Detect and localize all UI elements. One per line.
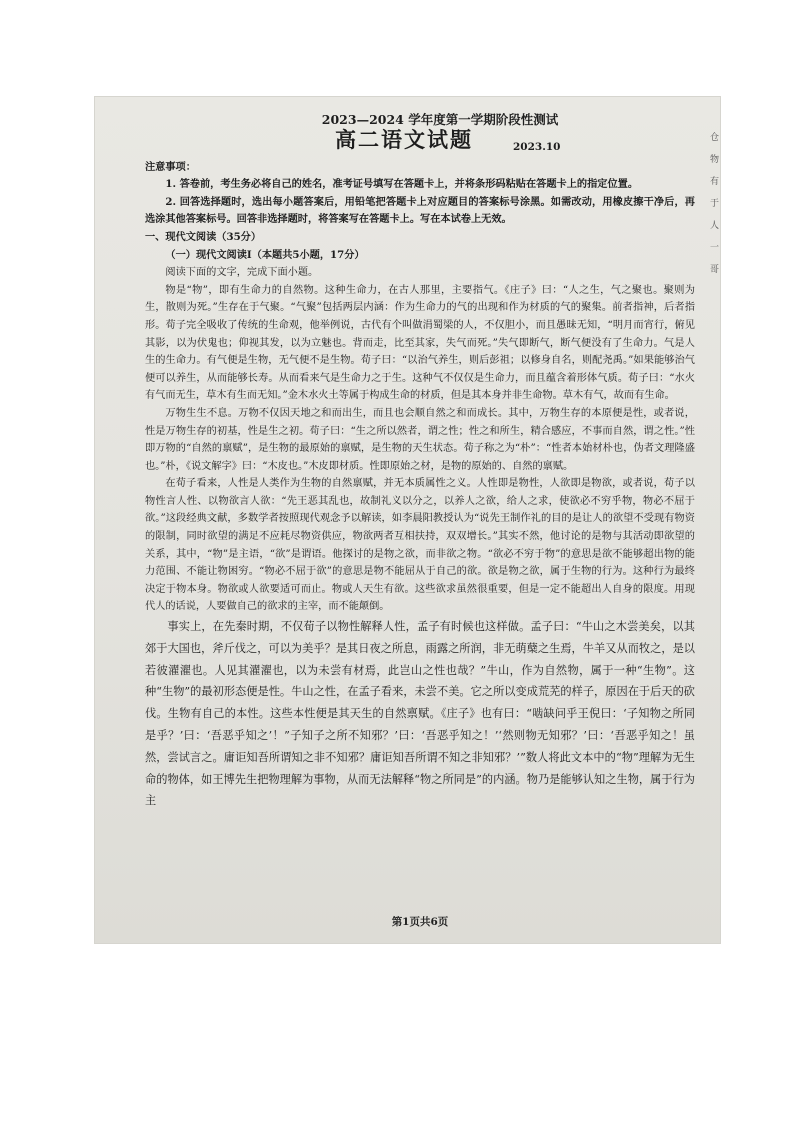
exam-name: 2023—2024 学年度第一学期阶段性测试 (321, 112, 559, 127)
exam-date: 2023.10 (513, 140, 561, 153)
notice-item-2: 2. 回答选择题时，选出每小题答案后，用铅笔把答题卡上对应题目的答案标号涂黑。如需改动，用橡皮擦干净后，再选涂其他答案标号。回答非选择题时，将答案写在答题卡上。写在本试卷上无效。 (145, 195, 695, 226)
exam-paper (145, 111, 695, 928)
passage-paragraph-3: 在荀子看来，人性是人类作为生物的自然禀赋，并无本质属性之义。人性即是物性，人欲即是物欲，或者说，荀子以物性言人性、以物欲言人欲：“先王恶其乱也，故制礼义以分之，以养人之欲，给人之求，使欲必不穷乎物，物必不屈于欲。”这段经典文献，多数学者按照现代观念予以解读，如李晨阳教授认为“说先王制作礼的目的是让人的欲望不受现有物资的限制，同时欲望的满足不应耗尽物资供应，物欲两者互相扶持，双双增长。”其实不然，他讨论的是物与其活动即欲望的关系，其中，“物”是主语，“欲”是谓语。他探讨的是物之欲，而非欲之物。“欲必不穷于物”的意思是欲不能够超出物的能力范围、不能让物困穷。“物必不屈于欲”的意思是物不能屈从于自己的欲。欲是物之欲，属于生物的行为。这种行为最终决定于物本身。物欲或人欲要适可而止。物或人天生有欲。这些欲求虽然很重要，但是一定不能超出人自身的限度。用现代人的话说，人要做自己的欲求的主宰，而不能颠倒。 (145, 478, 695, 613)
passage-paragraph-2: 万物生生不息。万物不仅因天地之和而出生，而且也会顺自然之和而成长。其中，万物生存的本原便是性，或者说，性是万物生存的初基，性是生之初。荀子曰：“生之所以然者，谓之性；性之和所生，精合感应，不事而自然，谓之性。”性即万物的“自然的禀赋”，是生物的最原始的禀赋，是生物的天生状态。荀子称之为“朴”：“性者本始材朴也，伪者文理隆盛也。”朴，《说文解字》曰：“木皮也。”木皮即材质。性即原始之材，是物的原始的、自然的禀赋。 (145, 407, 695, 472)
notice-heading: 注意事项： (145, 160, 196, 173)
reading-instruction: 阅读下面的文字，完成下面小题。 (165, 267, 319, 279)
page-number: 第1页共6页 (391, 916, 449, 928)
adjacent-page-edge-text: 仓 物 有 于 人 一 哥 (710, 133, 720, 275)
passage-paragraph-4: 事实上，在先秦时期，不仅荀子以物性解释人性，孟子有时候也这样做。孟子曰：“牛山之木尝美矣，以其郊于大国也，斧斤伐之，可以为美乎？是其日夜之所息，雨露之所润，非无萌蘖之生焉，牛羊又从而牧之，是以若彼濯濯也。人见其濯濯也，以为未尝有材焉，此岂山之性也哉？”牛山，作为自然物，属于一种“生物”。这种“生物”的最初形态便是性。牛山之性，在孟子看来，未尝不美。它之所以变成荒芜的样子，原因在于后天的砍伐。生物有自己的本性。这些本性便是其天生的自然禀赋。《庄子》也有曰：“啮缺问乎王倪曰：‘子知物之所同是乎？’曰：‘吾恶乎知之’！”子知子之所不知邪？’曰：‘吾恶乎知之！’‘然则物无知邪？’曰：‘吾恶乎知之！虽然，尝试言之。庸讵知吾所谓知之非不知邪？庸讵知吾所谓不知之非知邪？’”数人将此文本中的“物”理解为无生命的物体，如王博先生把物理解为事物，从而无法解释“物之所同是”的内涵。物乃是能够认知之生物，属于行为主 (145, 620, 695, 808)
section-title: 一、现代文阅读（35分） (145, 230, 262, 243)
notice-item-1: 1. 答卷前，考生务必将自己的姓名，准考证号填写在答题卡上，并将条形码粘贴在答题卡上的指定位置。 (165, 178, 639, 191)
passage-paragraph-1: 物是“物”，即有生命力的自然物。这种生命力，在古人那里，主要指气。《庄子》曰：“人之生，气之聚也。聚则为生，散则为死。”生存在于气聚。“气聚”包括两层内涵：作为生命力的气的出现和作为材质的气的聚集。前者指神，后者指形。荀子完全吸收了传统的生命观，他举例说，古代有个叫做涓蜀梁的人，不仅胆小，而且愚昧无知，“明月而宵行，俯见其影，以为伏鬼也；仰视其发，以为立魅也。背而走，比至其家，失气而死。”失气即断气，断气便没有了生命力。气是人生的生命力。有气便是生物，无气便不是生物。荀子曰：“以治气养生，则后彭祖；以修身自名，则配尧禹。”如果能够治气便可以养生，从而能够长寿。从而看来气是生命力之于生。这种气不仅仅是生命力，而且蕴含着形体气质。荀子曰：“水火有气而无生，草木有生而无知。”金木水火土等属于构成生命的材质，但是其本身并非生命物。草木有气，故而有生命。 (145, 284, 695, 402)
page-title: 高二语文试题 (335, 126, 473, 152)
subsection-title: （一）现代文阅读Ⅰ（本题共5小题，17分） (165, 248, 365, 261)
title-row (145, 126, 695, 159)
scanned-page-photo (95, 97, 720, 943)
